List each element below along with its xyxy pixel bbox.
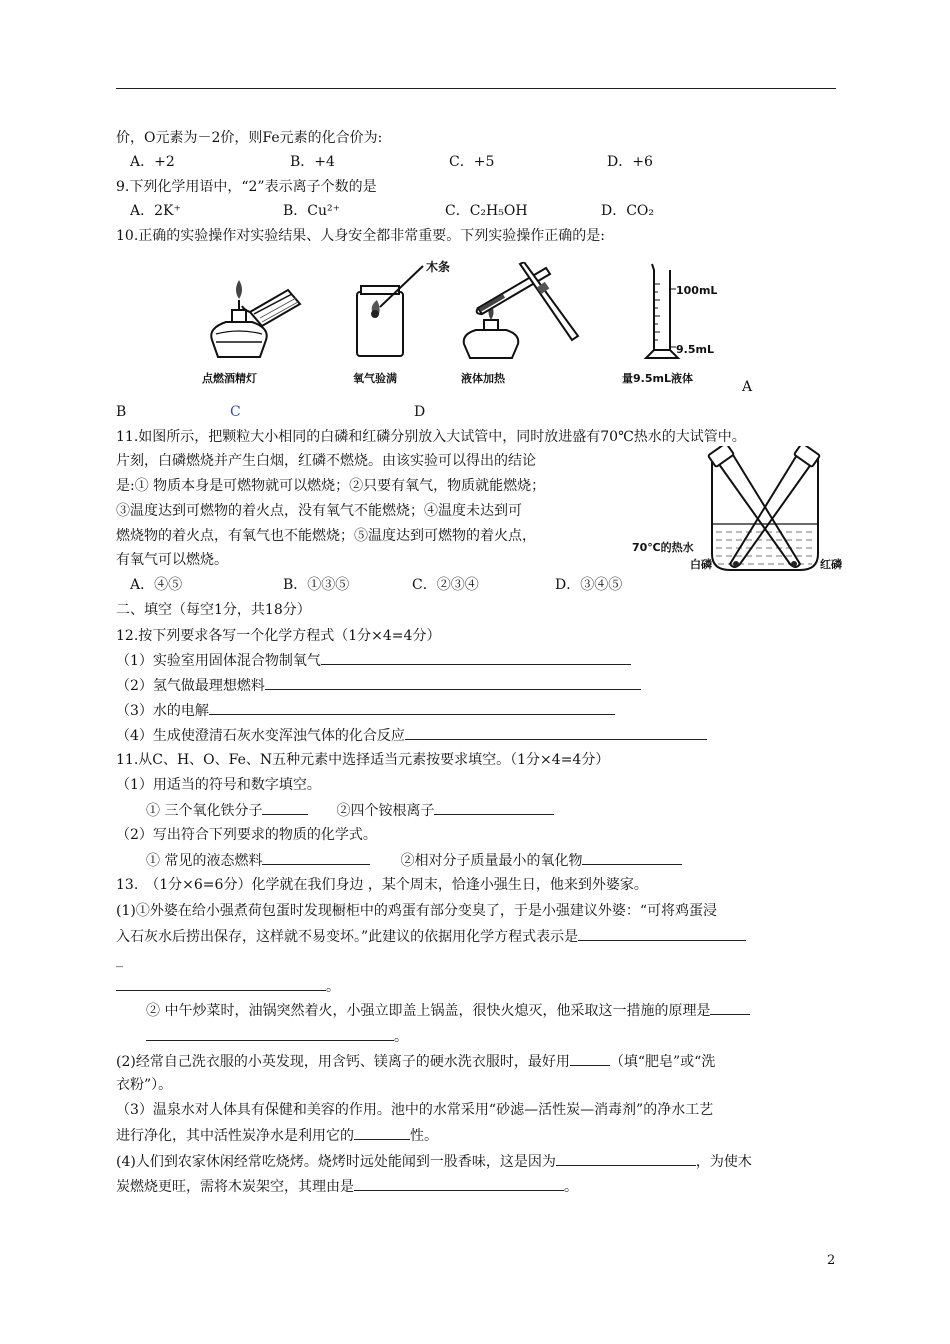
q10-option-a[interactable]: A bbox=[742, 379, 753, 395]
q8-tail: 价，O元素为－2价，则Fe元素的化合价为: bbox=[116, 130, 383, 146]
q9-stem: 9.下列化学用语中，“2”表示离子个数的是 bbox=[116, 179, 377, 195]
q12-item3 bbox=[116, 700, 615, 721]
q11-line3: 是:① 物质本身是可燃物就可以燃烧；②只要有氧气，物质就能燃烧； bbox=[116, 478, 546, 494]
q11b-blank1[interactable] bbox=[262, 800, 308, 815]
q13-part2a-tail: （填“肥皂”或“洗 bbox=[609, 1054, 716, 1070]
q11-line4: ③温度达到可燃物的着火点，没有氧气不能燃烧；④温度未达到可 bbox=[116, 503, 522, 519]
q13-part2a-text: (2)经常自己洗衣服的小英发现，用含钙、镁离子的硬水洗衣服时，最好用 bbox=[116, 1054, 570, 1070]
q13-part1a: (1)①外婆在给小强煮荷包蛋时发现橱柜中的鸡蛋有部分变臭了，于是小强建议外婆：“可将鸡蛋浸 bbox=[116, 903, 717, 919]
q12-item1-text: （1）实验室用固体混合物制氧气 bbox=[116, 653, 321, 669]
q11b-part2a-text: ① 常见的液态燃料 bbox=[146, 853, 263, 869]
q13-part2b: 衣粉”）。 bbox=[116, 1077, 173, 1093]
q13-part1b-text: 入石灰水后捞出保存，这样就不易变坏。”此建议的依据用化学方程式表示是 bbox=[116, 929, 579, 945]
q8-option-a[interactable]: A．+2 bbox=[130, 154, 175, 170]
q9-option-c[interactable]: C．C₂H₅OH bbox=[445, 203, 528, 219]
q13-blank1-cont[interactable] bbox=[116, 976, 326, 991]
q9-option-a[interactable]: A．2K⁺ bbox=[130, 203, 181, 219]
q11b-part2: （2）写出符合下列要求的物质的化学式。 bbox=[116, 827, 377, 843]
q11-line6: 有氧气可以燃烧。 bbox=[116, 552, 228, 568]
q12-item4 bbox=[116, 725, 707, 746]
q13-part1b-cont bbox=[116, 976, 340, 997]
q12-item3-text: （3）水的电解 bbox=[116, 703, 209, 719]
caption-measure-liquid: 量9.5mL液体 bbox=[622, 372, 693, 385]
q13-part3b bbox=[116, 1125, 438, 1146]
q10-option-c[interactable]: C bbox=[230, 404, 241, 420]
q10-option-d[interactable]: D bbox=[414, 404, 426, 420]
oxygen-test-figure bbox=[345, 262, 455, 362]
q13-part1c-text: ② 中午炒菜时，油锅突然着火，小强立即盖上锅盖，很快火熄灭，他采取这一措施的原理是 bbox=[146, 1003, 711, 1019]
q11b-part1: （1）用适当的符号和数字填空。 bbox=[116, 777, 321, 793]
q11b-part2-items bbox=[146, 850, 682, 871]
q11b-part1b-text: ②四个铵根离子 bbox=[336, 803, 435, 819]
q11b-blank3[interactable] bbox=[262, 850, 370, 865]
q12-blank2[interactable] bbox=[265, 675, 641, 690]
q12-item4-text: （4）生成使澄清石灰水变浑浊气体的化合反应 bbox=[116, 728, 405, 744]
q11-option-b[interactable]: B．①③⑤ bbox=[283, 577, 350, 593]
q8-option-b[interactable]: B．+4 bbox=[290, 154, 335, 170]
label-hot-water: 70℃的热水 bbox=[632, 541, 694, 554]
q12-item1 bbox=[116, 650, 631, 671]
q13-blank2[interactable] bbox=[710, 1000, 750, 1015]
label-100ml: 100mL bbox=[676, 284, 718, 297]
q13-blank5[interactable] bbox=[556, 1151, 696, 1166]
q13-end2: 。 bbox=[394, 1029, 408, 1045]
q11b-blank2[interactable] bbox=[434, 800, 554, 815]
q13-blank3[interactable] bbox=[570, 1051, 610, 1066]
q13-blank1[interactable] bbox=[578, 926, 746, 941]
q13-dash: _ bbox=[116, 952, 123, 968]
q12-item2 bbox=[116, 675, 641, 696]
q13-part1b bbox=[116, 926, 746, 947]
q13-part4a bbox=[116, 1151, 752, 1172]
q13-stem: 13. （1分×6=6分）化学就在我们身边 ，某个周末，恰逢小强生日，他来到外婆家。 bbox=[116, 877, 648, 893]
q10-stem: 10.正确的实验操作对实验结果、人身安全都非常重要。下列实验操作正确的是: bbox=[116, 228, 605, 244]
phosphorus-beaker-figure bbox=[700, 446, 830, 576]
label-9-5ml: 9.5mL bbox=[676, 343, 714, 356]
q9-option-b[interactable]: B．Cu²⁺ bbox=[283, 203, 341, 219]
q11b-part2b-text: ②相对分子质量最小的氧化物 bbox=[400, 853, 583, 869]
q13-end4: 。 bbox=[564, 1179, 578, 1195]
q13-part2a bbox=[116, 1051, 715, 1072]
q11-option-d[interactable]: D．③④⑤ bbox=[555, 577, 623, 593]
section2-title: 二、填空（每空1分，共18分） bbox=[116, 602, 311, 618]
q11-option-a[interactable]: A．④⑤ bbox=[130, 577, 183, 593]
q13-part1c-cont bbox=[146, 1026, 408, 1047]
q9-option-d[interactable]: D．CO₂ bbox=[601, 203, 655, 219]
q13-blank2-cont[interactable] bbox=[146, 1026, 394, 1041]
q13-blank6[interactable] bbox=[354, 1176, 564, 1191]
alcohol-lamp-figure bbox=[200, 262, 310, 362]
q13-blank4[interactable] bbox=[354, 1125, 410, 1140]
q13-end1: 。 bbox=[326, 979, 340, 995]
q13-part3a: （3）温泉水对人体具有保健和美容的作用。池中的水常采用“砂滤—活性炭—消毒剂”的净水工艺 bbox=[116, 1102, 714, 1118]
label-wood-stick: 木条 bbox=[426, 260, 451, 274]
q13-part4a-text: (4)人们到农家休闲经常吃烧烤。烧烤时远处能闻到一股香味，这是因为 bbox=[116, 1154, 556, 1170]
q11-option-c[interactable]: C．②③④ bbox=[412, 577, 479, 593]
q11-line5: 燃烧物的着火点，有氧气也不能燃烧；⑤温度达到可燃物的着火点， bbox=[116, 528, 536, 544]
q13-part4b bbox=[116, 1176, 578, 1197]
q13-part1c bbox=[146, 1000, 750, 1021]
q12-blank3[interactable] bbox=[209, 700, 615, 715]
q12-blank4[interactable] bbox=[405, 725, 707, 740]
label-white-phosphorus: 白磷 bbox=[690, 558, 712, 571]
label-red-phosphorus: 红磷 bbox=[820, 558, 842, 571]
caption-oxygen-test: 氧气验满 bbox=[353, 372, 397, 385]
liquid-heating-figure bbox=[460, 262, 590, 362]
q13-part4a-tail: ，为使木 bbox=[695, 1154, 752, 1170]
q12-item2-text: （2）氢气做最理想燃料 bbox=[116, 678, 265, 694]
q11b-stem: 11.从C、H、O、Fe、N五种元素中选择适当元素按要求填空。（1分×4=4分） bbox=[116, 752, 610, 768]
q11b-part1-items bbox=[146, 800, 554, 821]
q11b-part1a-text: ① 三个氧化铁分子 bbox=[146, 803, 263, 819]
q11-line2: 片刻，白磷燃烧并产生白烟，红磷不燃烧。由该实验可以得出的结论 bbox=[116, 453, 536, 469]
q11-line1: 11.如图所示，把颗粒大小相同的白磷和红磷分别放入大试管中，同时放进盛有70℃热水的大试管中。 bbox=[116, 429, 746, 445]
q8-option-d[interactable]: D．+6 bbox=[607, 154, 653, 170]
q12-blank1[interactable] bbox=[321, 650, 631, 665]
q12-stem: 12.按下列要求各写一个化学方程式（1分×4=4分） bbox=[116, 628, 441, 644]
caption-liquid-heating: 液体加热 bbox=[461, 372, 505, 385]
caption-light-lamp: 点燃酒精灯 bbox=[202, 372, 257, 385]
q13-part3b-tail: 性。 bbox=[410, 1128, 438, 1144]
page-number: 2 bbox=[827, 1253, 836, 1268]
q13-part3b-text: 进行净化，其中活性炭净水是利用它的 bbox=[116, 1128, 354, 1144]
header-rule bbox=[116, 88, 836, 89]
q8-option-c[interactable]: C．+5 bbox=[449, 154, 495, 170]
q11b-blank4[interactable] bbox=[582, 850, 682, 865]
q13-part4b-text: 炭燃烧更旺，需将木炭架空，其理由是 bbox=[116, 1179, 354, 1195]
q10-option-b[interactable]: B bbox=[116, 404, 127, 420]
